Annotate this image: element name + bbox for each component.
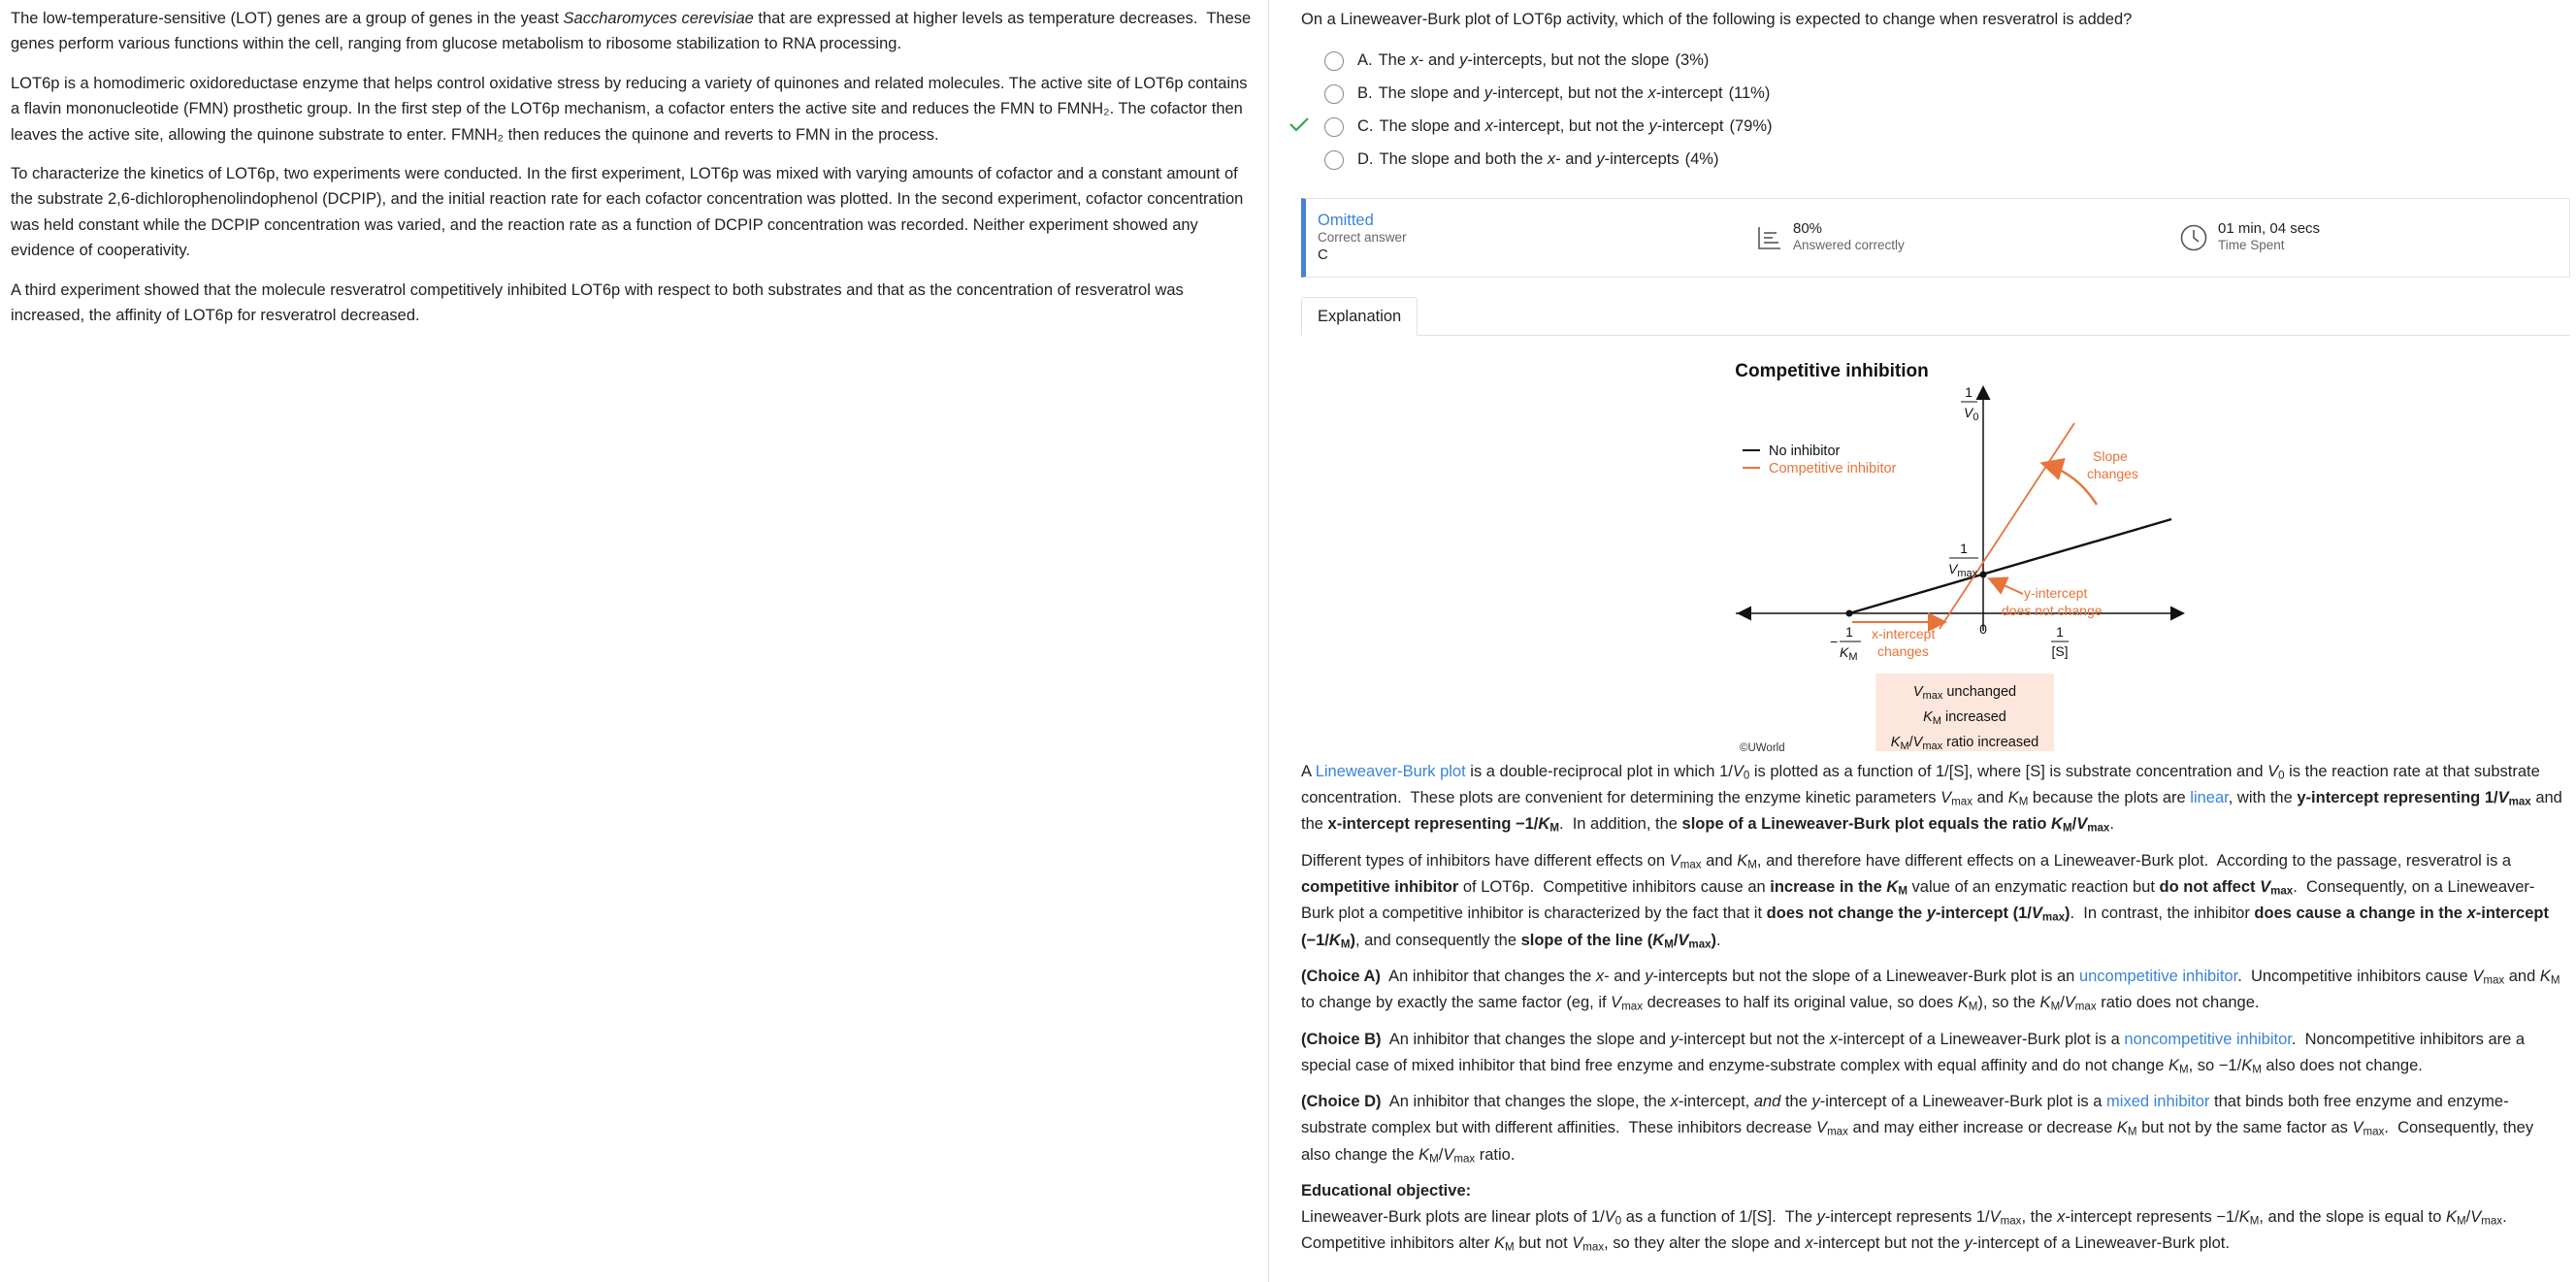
y-intercept-label-line-2: does not change	[2002, 602, 2103, 618]
copyright-label: ©UWorld	[1740, 741, 1785, 754]
question-pane	[1270, 0, 2576, 1282]
x-axis-label-numerator: 1	[2056, 623, 2064, 640]
time-value: 01 min, 04 secs	[2218, 220, 2321, 238]
choice-a[interactable]	[1324, 45, 2566, 78]
choice-text: The slope and y-intercept, but not the x-intercept	[1378, 83, 1723, 102]
x-intercept-label-line-1: x-intercept	[1872, 625, 1936, 641]
km-sign: −	[1830, 633, 1839, 649]
vmax-label-denominator	[1948, 561, 1978, 579]
legend-competitive-inhibitor: Competitive inhibitor	[1769, 460, 1897, 477]
radio-button[interactable]	[1324, 117, 1344, 137]
link-noncompetitive[interactable]: noncompetitive inhibitor	[2124, 1030, 2292, 1048]
y-axis-v: V	[1964, 404, 1973, 420]
correct-answer-label: Correct answer	[1318, 230, 1407, 246]
figure-title: Competitive inhibition	[1735, 360, 1929, 381]
km-label-denominator	[1840, 644, 1858, 663]
choice-percent: (4%)	[1684, 149, 1719, 168]
time-label: Time Spent	[2218, 238, 2285, 253]
choice-d[interactable]	[1324, 144, 2566, 177]
educational-objective-title: Educational objective:	[1301, 1182, 1472, 1200]
choice-b[interactable]	[1324, 78, 2566, 111]
explanation-paragraph-1: A Lineweaver-Burk plot is a double-reciprocal plot in which 1/V0 is plotted as a function of 1/[S], where [S] is substrate concentration and V0 is the reaction rate at that substrate concentration. These plots are convenient for determining the enzyme kinetic parameters Vmax and KM because the plots are linear, with the y-intercept representing 1/Vmax and the x-intercept representing −1/KM. In addition, the slope of a Lineweaver-Burk plot equals the ratio KM/Vmax.	[1301, 762, 2562, 835]
km-label-numerator: 1	[1845, 623, 1853, 640]
percent-label: Answered correctly	[1793, 238, 1905, 253]
choice-percent: (3%)	[1675, 50, 1710, 69]
passage-paragraph-1: The low-temperature-sensitive (LOT) genes are a group of genes in the yeast Saccharomyces cerevisiae that are expressed at higher levels as temperature decreases. These genes perform various functions within the cell, ranging from glucose metabolism to ribosome stabilization to RNA processing.	[11, 10, 1252, 53]
percent-value: 80%	[1793, 220, 1823, 238]
choice-letter: D.	[1357, 149, 1374, 168]
vmax-v: V	[1948, 560, 1958, 576]
legend-no-inhibitor: No inhibitor	[1769, 443, 1841, 459]
choice-percent: (79%)	[1729, 116, 1773, 135]
tab-bar	[1301, 297, 2570, 336]
bar-chart-icon	[1756, 224, 1783, 251]
explanation-choice-d: (Choice D) An inhibitor that changes the slope, the x-intercept, and the y-intercept of a Lineweaver-Burk plot is a mixed inhibitor that binds both free enzyme and enzyme-substrate complex but with different affinities. These inhibitors decrease Vmax and may either increase or decrease KM but not by the same factor as Vmax. Consequently, they also change the KM/Vmax ratio.	[1301, 1093, 2534, 1166]
summary-line-3: $K_M/V_{max}$ ratio increased	[1890, 734, 2039, 752]
clock-icon	[2179, 223, 2208, 252]
explanation-body	[1301, 759, 2562, 1258]
no-inhibitor-line	[1849, 519, 2171, 613]
stat-correct-answer	[1318, 212, 1756, 264]
radio-button[interactable]	[1324, 51, 1344, 71]
summary-line-2: $K_M$ increased	[1923, 708, 2006, 727]
y-intercept-label-line-1: y-intercept	[2024, 584, 2088, 601]
competitive-inhibition-figure	[1301, 340, 2570, 757]
axis-origin-label: 0	[1979, 620, 1987, 637]
summary-line-3-text: ratio increased	[1946, 734, 2039, 750]
answer-choices	[1324, 45, 2566, 177]
correct-answer-value: C	[1318, 246, 1328, 263]
x-intercept-label-line-2: changes	[1877, 642, 1929, 659]
link-uncompetitive[interactable]: uncompetitive inhibitor	[2078, 967, 2238, 985]
passage-paragraph-2: LOT6p is a homodimeric oxidoreductase enzyme that helps control oxidative stress by reducing a variety of quinones and related molecules. The active site of LOT6p contains a flavin mononucleotide (FMN) prosthetic group. In the first step of the LOT6p mechanism, a cofactor enters the active site and reduces the FMN to FMNH₂. The cofactor then leaves the active site, allowing the quinone substrate to enter. FMNH₂ then reduces the quinone and reverts to FMN in the process.	[11, 74, 1248, 144]
y-axis-v-sub: 0	[1973, 411, 1979, 423]
summary-line-1-text: unchanged	[1946, 683, 2017, 700]
x-intercept-point	[1846, 609, 1853, 616]
stats-bar	[1301, 198, 2570, 278]
slope-label-line-1: Slope	[2093, 447, 2128, 464]
lineweaver-burk-diagram	[1301, 340, 2570, 757]
link-mixed[interactable]: mixed inhibitor	[2106, 1093, 2210, 1111]
km-k-sub: M	[1848, 650, 1858, 663]
choice-percent: (11%)	[1728, 83, 1771, 102]
choice-c[interactable]	[1324, 111, 2566, 144]
radio-button[interactable]	[1324, 84, 1344, 104]
question-stem: On a Lineweaver-Burk plot of LOT6p activity, which of the following is expected to change when resveratrol is added?	[1301, 11, 2133, 28]
explanation-choice-b: (Choice B) An inhibitor that changes the slope and y-intercept but not the x-intercept of a Lineweaver-Burk plot is a noncompetitive inhibitor. Noncompetitive inhibitors are a special case of mixed inhibitor that bind free enzyme and enzyme-substrate complex with equal affinity and do not change KM, so −1/KM also does not change.	[1301, 1030, 2526, 1076]
slope-label-line-2: changes	[2087, 465, 2138, 481]
radio-button[interactable]	[1324, 150, 1344, 170]
summary-line-1: $V_{max}$ unchanged	[1912, 683, 2017, 702]
choice-letter: A.	[1357, 50, 1373, 69]
correct-check-icon	[1289, 117, 1309, 131]
stat-percent-correct	[1756, 220, 2179, 253]
choice-letter: C.	[1357, 116, 1374, 135]
explanation-paragraph-2: Different types of inhibitors have different effects on Vmax and KM, and therefore have different effects on a Lineweaver-Burk plot. According to the passage, resveratrol is a competitive inhibitor of LOT6p. Competitive inhibitors cause an increase in the KM value of an enzymatic reaction but do not affect Vmax. Consequently, on a Lineweaver-Burk plot a competitive inhibitor is characterized by the fact that it does not change the y-intercept (1/Vmax). In contrast, the inhibitor does cause a change in the x-intercept (−1/KM), and consequently the slope of the line (KM/Vmax).	[1301, 851, 2549, 950]
km-k: K	[1840, 643, 1849, 660]
choice-text: The slope and x-intercept, but not the y-intercept	[1379, 116, 1724, 135]
explanation-choice-a: (Choice A) An inhibitor that changes the x- and y-intercepts but not the slope of a Lineweaver-Burk plot is an uncompetitive inhibitor. Uncompetitive inhibitors cause Vmax and KM to change by exactly the same factor (eg, if Vmax decreases to half its original value, so does KM), so the KM/Vmax ratio does not change.	[1301, 967, 2560, 1013]
stat-time-spent	[2179, 220, 2548, 253]
choice-text: The x- and y-intercepts, but not the slope	[1378, 50, 1670, 69]
vmax-v-sub: max	[1957, 567, 1978, 579]
status-omitted: Omitted	[1318, 211, 1374, 229]
choice-letter: B.	[1357, 83, 1373, 102]
link-lineweaver-burk[interactable]: Lineweaver-Burk plot	[1315, 762, 1466, 780]
y-axis-label-denominator	[1964, 405, 1978, 423]
vmax-label-numerator: 1	[1960, 540, 1968, 556]
passage-pane	[0, 0, 1269, 1282]
y-intercept-arrow	[1991, 579, 2023, 594]
choice-text: The slope and both the x- and y-intercepts	[1379, 149, 1679, 168]
educational-objective-text: Lineweaver-Burk plots are linear plots of 1/V0 as a function of 1/[S]. The y-intercept represents 1/Vmax, the x-intercept represents −1/KM, and the slope is equal to KM/Vmax. Competitive inhibitors alter KM but not Vmax, so they alter the slope and x-intercept but not the y-intercept of a Lineweaver-Burk plot.	[1301, 1207, 2512, 1254]
passage-paragraph-4: A third experiment showed that the molecule resveratrol competitively inhibited LOT6p with respect to both substrates and that as the concentration of resveratrol was increased, the affinity of LOT6p for resveratrol decreased.	[11, 280, 1184, 324]
tab-explanation[interactable]: Explanation	[1301, 297, 1418, 336]
x-axis-label-denominator: [S]	[2051, 642, 2069, 659]
link-linear[interactable]: linear	[2190, 788, 2229, 806]
y-intercept-point	[1980, 571, 1987, 577]
summary-line-2-text: increased	[1945, 708, 2006, 725]
y-axis-label-numerator: 1	[1965, 383, 1973, 400]
passage-paragraph-3: To characterize the kinetics of LOT6p, two experiments were conducted. In the first experiment, LOT6p was mixed with varying amounts of cofactor and a constant amount of the substrate 2,6-dichlorophenolindophenol (DCPIP), and the initial reaction rate for each cofactor concentration was plotted. In the second experiment, cofactor concentration was held constant while the DCPIP concentration was varied, and the reaction rate as a function of DCPIP concentration was recorded. Neither experiment showed any evidence of cooperativity.	[11, 164, 1244, 260]
